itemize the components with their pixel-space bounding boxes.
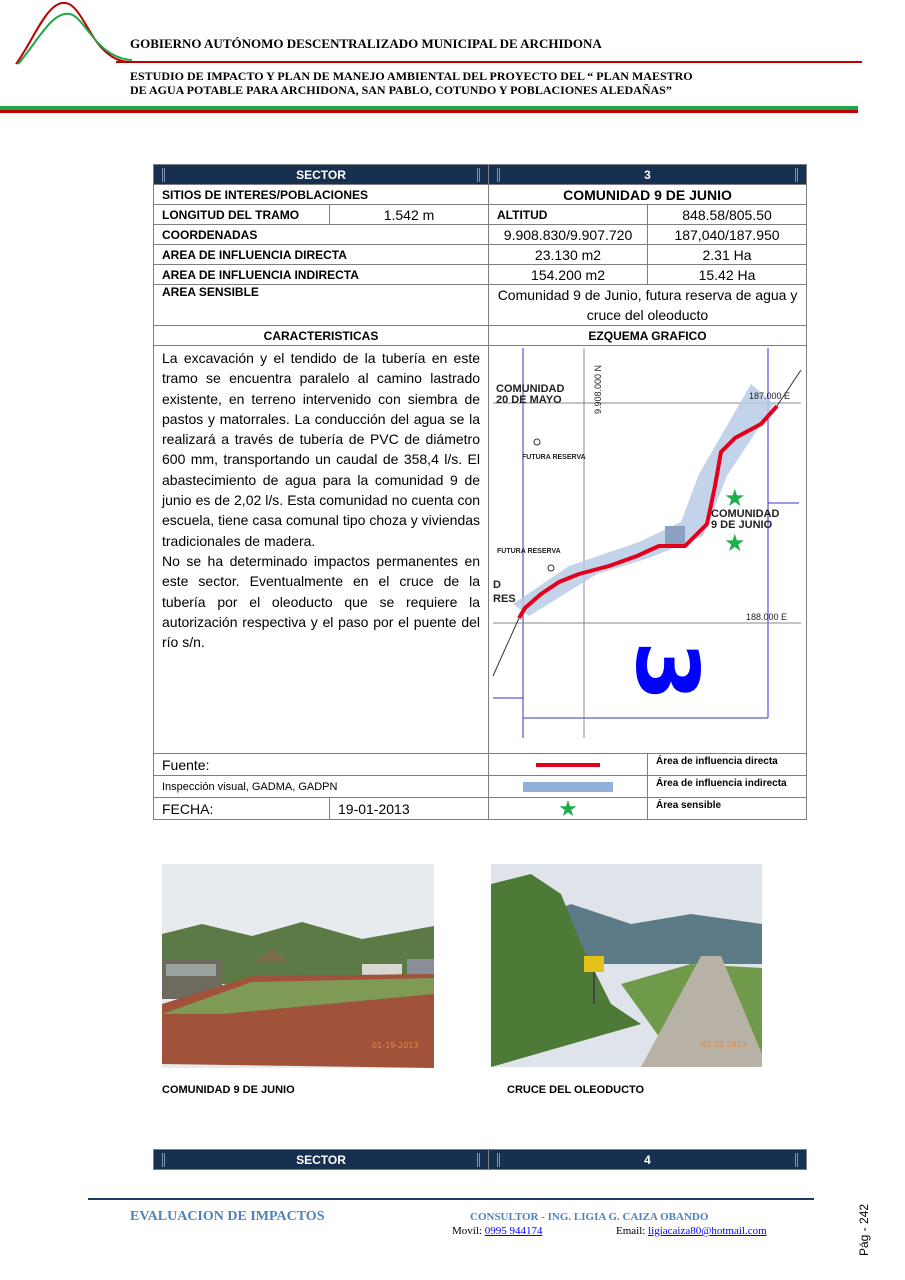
sensitive-area-star-icon: ★ (724, 484, 746, 512)
description-paragraph-1: La excavación y el tendido de la tubería en este tramo se encuentra paralelo al camino lastrado existente, en terreno intervenido con siembra de pastos y matorrales. La conducción del agua se la realizará a través de tubería de PVC de diámetro 600 mm, transportando un caudal de 358,4 l/s. El abastecimiento de agua para la comunidad 9 de junio es de 2,02 l/s. Esta comunidad no cuenta con escuela, tiene casa comunal tipo choza y viviendas tradicionales de madera. (162, 350, 481, 549)
map-label-reserve-2: FUTURA RESERVA (497, 548, 561, 555)
study-title-line2: DE AGUA POTABLE PARA ARCHIDONA, SAN PABLO, COTUNDO Y POBLACIONES ALEDAÑAS” (130, 83, 672, 97)
sector-label: SECTOR (162, 168, 480, 182)
date-value: 19-01-2013 (330, 798, 489, 820)
direct-influence-label: AREA DE INFLUENCIA DIRECTA (154, 245, 489, 265)
caption-cruce-oleoducto: CRUCE DEL OLEODUCTO (507, 1084, 645, 1096)
organization-name: GOBIERNO AUTÓNOMO DESCENTRALIZADO MUNICIPAL DE ARCHIDONA (130, 36, 602, 51)
map-label-comunidad-20: COMUNIDAD (496, 383, 565, 395)
footer-email (616, 1225, 767, 1237)
legend-indirect-symbol (489, 776, 648, 798)
photo-cruce-del-oleoducto (491, 864, 762, 1067)
next-sector-number: 4 (497, 1153, 798, 1167)
study-title (130, 69, 830, 97)
indirect-influence-ha: 15.42 Ha (648, 265, 807, 285)
length-label: LONGITUD DEL TRAMO (154, 205, 330, 225)
map-label-reserve-1: FUTURA RESERVA (522, 454, 586, 461)
sensitive-area-star-icon: ★ (724, 529, 746, 557)
page-number: Pág - 242 (857, 1203, 871, 1256)
sector-number: 3 (497, 168, 798, 182)
direct-influence-ha: 2.31 Ha (648, 245, 807, 265)
scheme-cell (489, 346, 807, 754)
sensitive-area-value: Comunidad 9 de Junio, futura reserva de agua y cruce del oleoducto (489, 285, 807, 326)
footer-phone (452, 1225, 542, 1237)
next-sector-label: SECTOR (162, 1153, 480, 1167)
footer-rule (88, 1198, 814, 1200)
map-point-icon (534, 439, 540, 445)
study-title-line1: ESTUDIO DE IMPACTO Y PLAN DE MANEJO AMBIENTAL DEL PROYECTO DEL “ PLAN MAESTRO (130, 69, 693, 83)
photo-comunidad-9-de-junio (162, 864, 434, 1068)
characteristics-label: CARACTERISTICAS (154, 326, 489, 346)
footer-phone-link[interactable]: 0995 944174 (484, 1225, 543, 1237)
indirect-influence-label: AREA DE INFLUENCIA INDIRECTA (154, 265, 489, 285)
header-rule (116, 61, 862, 63)
description-paragraph-2: No se ha determinado impactos permanentes en este sector. Eventualmente en el cruce de la tubería por el oleoducto que se requiere la autorización respectiva y el paso por el puente del río s/n. (162, 552, 481, 651)
map-label-east-1: 187.000 E (749, 391, 791, 401)
municipal-logo (14, 0, 144, 66)
sites-value: COMUNIDAD 9 DE JUNIO (489, 185, 807, 205)
map-label-cut-2: RES (493, 593, 516, 605)
map-label-comunidad-9-line2: 9 DE JUNIO (711, 519, 773, 531)
characteristics-text (154, 346, 489, 754)
map-label-comunidad-9: COMUNIDAD (711, 508, 780, 520)
legend-star-icon: ★ (489, 798, 648, 820)
photo-right-date-stamp: 02.05.2013 (701, 1040, 747, 1049)
map-sector-number: 3 (616, 641, 717, 701)
footer-section-title: EVALUACION DE IMPACTOS (130, 1209, 325, 1224)
coords-east: 187,040/187.950 (648, 225, 807, 245)
map-point-icon (548, 565, 554, 571)
legend-direct-symbol (489, 754, 648, 776)
map-label-cut-1: D (493, 579, 501, 591)
source-value: Inspección visual, GADMA, GADPN (154, 776, 489, 798)
photo-left-date-stamp: 01-19-2013 (372, 1041, 419, 1050)
highlight-block (665, 526, 685, 544)
sites-label: SITIOS DE INTERES/POBLACIONES (154, 185, 489, 205)
footer-consultant: CONSULTOR - ING. LIGIA G. CAIZA OBANDO (470, 1211, 709, 1223)
coords-label: COORDENADAS (154, 225, 489, 245)
coords-north: 9.908.830/9.907.720 (489, 225, 648, 245)
header-stripes (0, 106, 858, 113)
indirect-influence-m2: 154.200 m2 (489, 265, 648, 285)
length-value: 1.542 m (330, 205, 489, 225)
footer-phone-label: Movil: (452, 1225, 485, 1237)
legend-direct-label: Área de influencia directa (648, 754, 807, 776)
date-label: FECHA: (154, 798, 330, 820)
legend-sensitive-label: Área sensible (648, 798, 807, 820)
legend-indirect-label: Área de influencia indirecta (648, 776, 807, 798)
altitude-value: 848.58/805.50 (648, 205, 807, 225)
map-label-east-2: 188.000 E (746, 612, 788, 622)
road-line (493, 618, 519, 676)
caption-comunidad-9: COMUNIDAD 9 DE JUNIO (162, 1084, 295, 1096)
next-sector-table (153, 1149, 807, 1170)
route-map (489, 346, 807, 751)
altitude-label: ALTITUD (489, 205, 648, 225)
source-label: Fuente: (154, 754, 489, 776)
sensitive-area-label: AREA SENSIBLE (154, 285, 489, 326)
scheme-label: EZQUEMA GRAFICO (489, 326, 807, 346)
footer-email-label: Email: (616, 1225, 649, 1237)
map-label-comunidad-20-line2: 20 DE MAYO (496, 394, 562, 406)
footer-email-link[interactable]: ligiacaiza80@hotmail.com (648, 1225, 767, 1237)
map-label-north: 9.908.000 N (593, 364, 604, 414)
sector-table (153, 164, 807, 820)
direct-influence-m2: 23.130 m2 (489, 245, 648, 265)
